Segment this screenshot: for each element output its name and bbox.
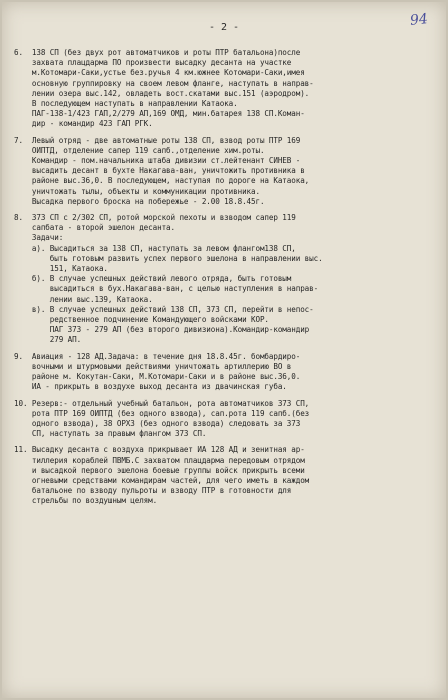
order-paragraph [14,213,438,346]
text-line: уничтожать тылы, объекты и коммуникации противника. [14,186,260,196]
text-line: ИА - прикрыть в воздухе выход десанта из двачинская губа. [14,382,287,392]
text-line: б). В случае успешных действий левого отряда, быть готовым [14,274,292,284]
text-line: 10. Резерв:- отдельный учебный батальон, рота автоматчиков 373 СП, [14,398,310,408]
text-line: в). В случае успешных действий 138 СП, 373 СП, перейти в непос- [14,304,314,314]
text-line: вочными и штурмовыми действиями уничтожать артиллерию ВО в [14,361,292,371]
text-line: 11. Высадку десанта с воздуха прикрывает ИА 128 АД и зенитная ар- [14,445,305,455]
text-line: высадить десант в бухте Накагава-ван, уничтожить противника в [14,166,305,176]
text-line: 6. 138 СП (без двух рот автоматчиков и роты ПТР батальона)после [14,48,301,57]
text-line: 7. Левый отряд - две автоматные роты 138 СП, взвод роты ПТР 169 [14,135,301,145]
text-line: Командир - пом.начальника штаба дивизии ст.лейтенант СИНЕВ - [14,156,301,166]
text-line: В последующем наступать в направлении Катаока. [14,99,238,109]
text-line: сапбата - второй эшелон десанта. [14,223,175,233]
text-line: Задачи: [14,233,64,243]
text-line: ПАГ 373 - 279 АП (без второго дивизиона).Командир-командир [14,325,310,335]
text-line: тиллерия кораблей ПВМБ.С захватом плацдарма передовым отрядом [14,455,305,465]
text-line: лении озера выс.142, овладеть вост.скатами выс.151 (аэродром). [14,88,310,98]
text-line: одного взвода), 38 ОРХЗ (без одного взвода) следовать за 373 [14,418,301,428]
text-line: 279 АП. [14,335,82,345]
text-line: СП, наступать за правым флангом 373 СП. [14,429,207,439]
page-number: - 2 - [208,22,240,33]
text-line: ОИПТД, отделение сапер 119 сапб.,отделение хим.роты. [14,145,265,155]
text-line: редственное подчинение Командующего войсками КОР. [14,315,269,325]
document-body [14,48,438,513]
text-line: рота ПТР 169 ОИПТД (без одного взвода), сап.рота 119 сапб.(без [14,408,310,418]
order-paragraph [14,445,438,506]
text-line: захвата плацдарма ПО произвести высадку десанта на участке [14,58,292,68]
text-line: быть готовым развить успех первого эшелона в направлении выс. [14,253,323,263]
text-line: основную группировку на своем левом фланге, наступать в направ- [14,78,314,88]
text-line: батальоне по взводу пульроты и взводу ПТР в готовности для [14,486,292,496]
order-paragraph [14,48,438,130]
text-line: районе выс.36,0. В последующем, наступая по дороге на Катаока, [14,176,310,186]
text-line: ПАГ-138-1/423 ГАП,2/279 АП,169 ОМД, мин.батарея 138 СП.Коман- [14,109,305,119]
order-paragraph [14,136,438,207]
text-line: Высадка первого броска на побережье - 2.00 18.8.45г. [14,196,265,206]
document-page [2,2,446,698]
text-line: 9. Авиация - 128 АД.Задача: в течение дня 18.8.45г. бомбардиро- [14,351,301,361]
text-line: 151, Катаока. [14,264,108,274]
text-line: м.Котомари-Саки,устье без.ручья 4 км.южнее Котомари-Саки,имея [14,68,305,78]
text-line: 8. 373 СП с 2/302 СП, ротой морской пехоты и взводом сапер 119 [14,213,296,223]
text-line: огневыми средствами командирам частей, для чего иметь в каждом [14,475,310,485]
order-paragraph [14,399,438,440]
archive-page-number: 94 [409,11,429,29]
text-line: высадиться в бух.Накагава-ван, с целью наступления в направ- [14,284,319,294]
text-line: районе м. Кокутан-Саки, М.Котомари-Саки и в районе выс.36,0. [14,372,301,382]
text-line: лении выс.139, Катаока. [14,294,153,304]
text-line: а). Высадиться за 138 СП, наступать за левом флангом138 СП, [14,243,296,253]
text-line: и высадкой первого эшелона боевые группы войск прикрыть всеми [14,465,305,475]
text-line: дир - командир 423 ГАП РГК. [14,119,153,129]
text-line: стрельбы по воздушным целям. [14,496,158,506]
order-paragraph [14,352,438,393]
